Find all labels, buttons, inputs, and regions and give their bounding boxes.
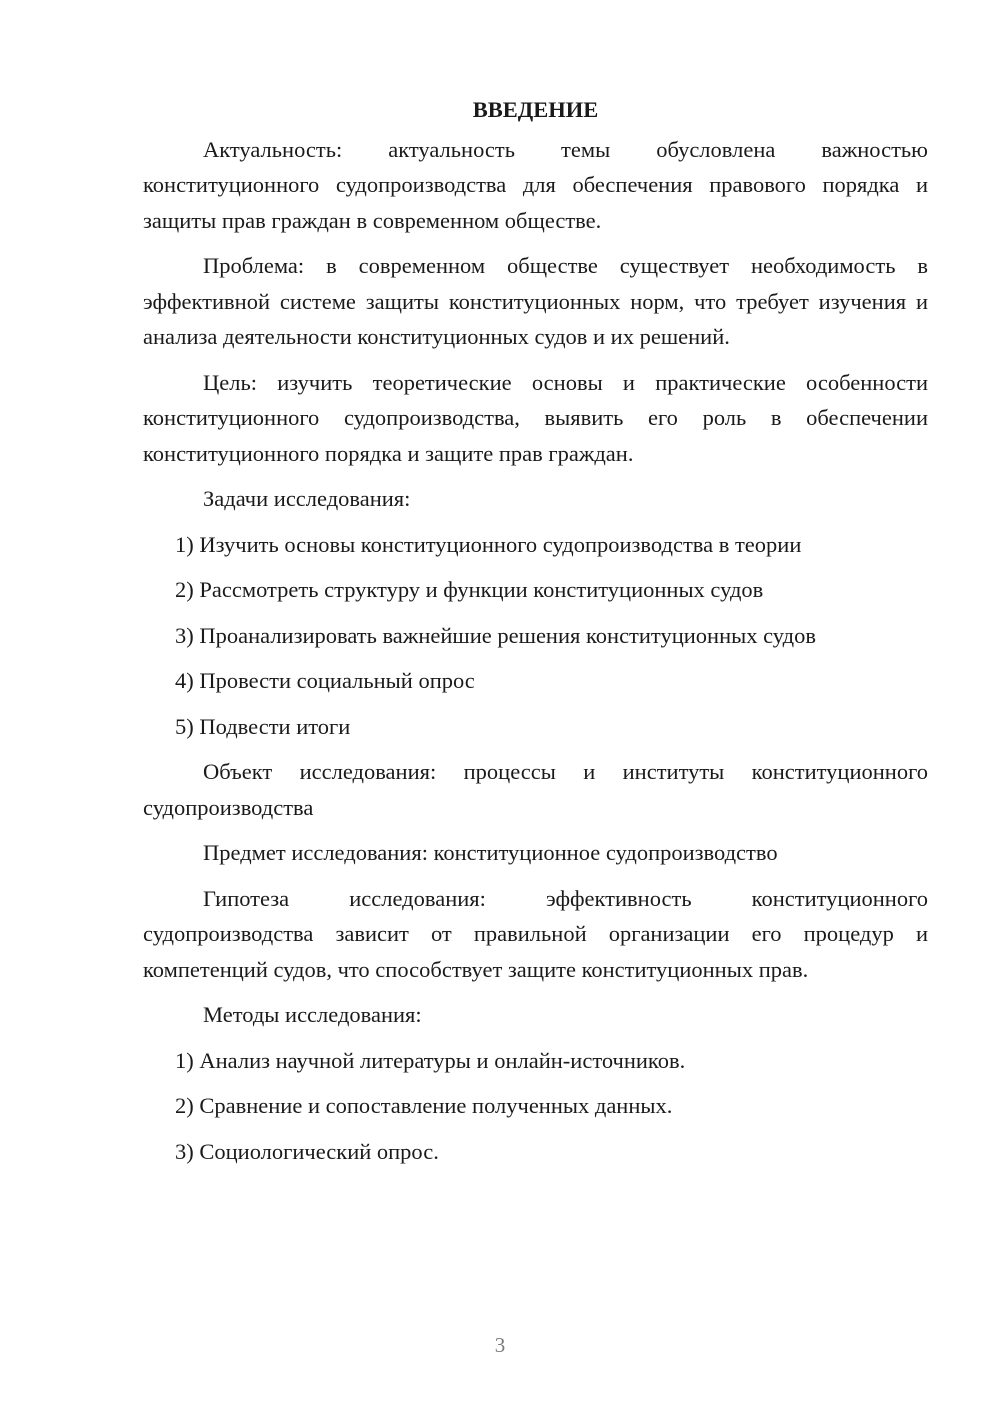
relevance-paragraph: Актуальность: актуальность темы обусловлена важностью конституционного судопроизводства для обеспечения правового порядка и защиты прав граждан в современном обществе. bbox=[143, 136, 928, 233]
object-paragraph: Объект исследования: процессы и институты конституционного судопроизводства bbox=[143, 759, 928, 820]
methods-heading: Методы исследования: bbox=[203, 1002, 422, 1027]
task-item: 5) Подвести итоги bbox=[175, 713, 351, 739]
tasks-heading: Задачи исследования: bbox=[203, 486, 411, 511]
method-item: 3) Социологический опрос. bbox=[175, 1138, 439, 1164]
hypothesis-paragraph: Гипотеза исследования: эффективность конституционного судопроизводства зависит от правильной организации его процедур и компетенций судов, что способствует защите конституционных прав. bbox=[143, 885, 928, 982]
task-item: 1) Изучить основы конституционного судопроизводства в теории bbox=[175, 531, 802, 557]
subject-paragraph: Предмет исследования: конституционное судопроизводство bbox=[203, 840, 778, 865]
method-item: 2) Сравнение и сопоставление полученных данных. bbox=[175, 1093, 673, 1118]
task-item: 4) Провести социальный опрос bbox=[175, 668, 475, 693]
task-item: 2) Рассмотреть структуру и функции конституционных судов bbox=[175, 577, 764, 602]
task-item: 3) Проанализировать важнейшие решения конституционных судов bbox=[175, 622, 816, 648]
page-number: 3 bbox=[494, 1333, 506, 1357]
goal-paragraph: Цель: изучить теоретические основы и практические особенности конституционного судопроизводства, выявить его роль в обеспечении конституционного порядка и защите прав граждан. bbox=[143, 369, 928, 466]
problem-paragraph: Проблема: в современном обществе существует необходимость в эффективной системе защиты конституционных норм, что требует изучения и анализа деятельности конституционных судов и их решений. bbox=[143, 253, 928, 349]
page-content bbox=[143, 92, 928, 1179]
section-title: ВВЕДЕНИЕ bbox=[472, 97, 599, 122]
method-item: 1) Анализ научной литературы и онлайн-источников. bbox=[175, 1047, 686, 1073]
